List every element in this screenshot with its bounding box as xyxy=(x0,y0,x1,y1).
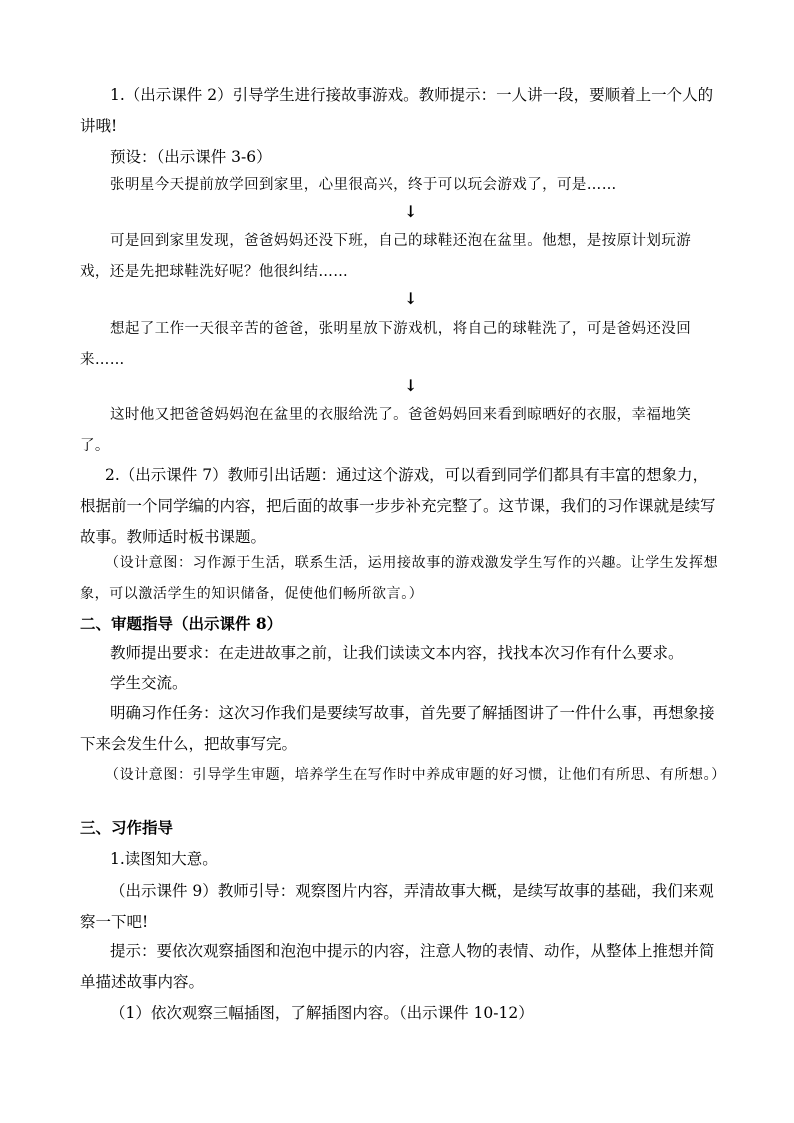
section-heading-review: 二、审题指导（出示课件 8） xyxy=(80,614,283,633)
down-arrow-icon: ↓ xyxy=(404,289,418,308)
down-arrow-icon: ↓ xyxy=(404,376,418,395)
paragraph-observe-pictures: （1）依次观察三幅插图，了解插图内容。（出示课件 10-12） xyxy=(110,1004,534,1022)
paragraph-task: 明确习作任务：这次习作我们是要续写故事，首先要了解插图讲了一件什么事，再想象接下来会发生什么，把故事写完。 xyxy=(80,704,715,753)
paragraph-teacher-request: 教师提出要求：在走进故事之前，让我们读读文本内容，找找本次习作有什么要求。 xyxy=(110,644,684,662)
story-part-4: 这时他又把爸爸妈妈泡在盆里的衣服给洗了。爸爸妈妈回来看到晾晒好的衣服，幸福地笑了。 xyxy=(80,407,692,454)
story-part-3: 想起了工作一天很辛苦的爸爸，张明星放下游戏机，将自己的球鞋洗了，可是爸妈还没回来…… xyxy=(80,321,692,368)
paragraph-courseware-9: （出示课件 9）教师引导：观察图片内容，弄清故事大概，是续写故事的基础，我们来观察一下吧! xyxy=(80,882,714,931)
story-part-2: 可是回到家里发现，爸爸妈妈还没下班，自己的球鞋还泡在盆里。他想，是按原计划玩游戏，还是先把球鞋洗好呢？他很纠结…… xyxy=(80,233,692,280)
paragraph-student-exchange: 学生交流。 xyxy=(110,674,188,692)
paragraph-read-picture: 1.读图知大意。 xyxy=(110,850,218,868)
paragraph-hint: 提示：要依次观察插图和泡泡中提示的内容，注意人物的表情、动作，从整体上推想并简单描述故事内容。 xyxy=(80,942,715,991)
story-part-1: 张明星今天提前放学回到家里，心里很高兴，终于可以玩会游戏了，可是…… xyxy=(110,177,617,193)
down-arrow-icon: ↓ xyxy=(404,202,418,221)
design-intent-1: （设计意图：习作源于生活，联系生活，运用接故事的游戏激发学生写作的兴趣。让学生发挥想象，可以激活学生的知识储备，促使他们畅所欲言。） xyxy=(80,555,719,602)
paragraph-activity-2: 2.（出示课件 7）教师引出话题：通过这个游戏，可以看到同学们都具有丰富的想象力，根据前一个同学编的内容，把后面的故事一步步补充完整了。这节课，我们的习作课就是续写故事。教师适时板书课题。 xyxy=(80,466,716,546)
section-heading-guidance: 三、习作指导 xyxy=(80,818,174,837)
paragraph-activity-1: 1.（出示课件 2）引导学生进行接故事游戏。教师提示：一人讲一段，要顺着上一个人的讲哦! xyxy=(80,86,714,135)
paragraph-preset: 预设：（出示课件 3-6） xyxy=(110,148,272,166)
design-intent-2: （设计意图：引导学生审题，培养学生在写作时中养成审题的好习惯，让他们有所思、有所想。） xyxy=(105,767,726,783)
